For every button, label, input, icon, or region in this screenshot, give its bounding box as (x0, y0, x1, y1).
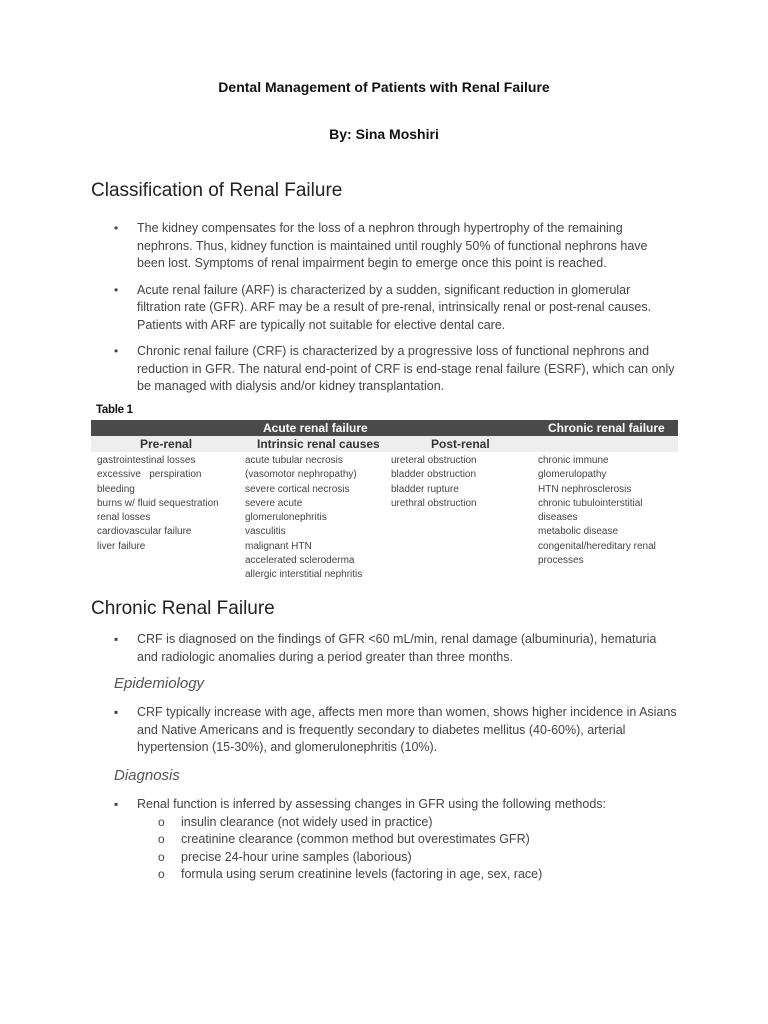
table-cell: cardiovascular failure (97, 526, 192, 538)
table-cell: (vasomotor nephropathy) (245, 469, 357, 481)
list-item: ▪ CRF typically increase with age, affects men more than women, shows higher incidence in Asians and Native Americans and is frequently secondary to diabetes mellitus (40-60%), arterial hypertension (15-30%), and glomerulonephritis (10%). (114, 705, 677, 754)
epidemiology-bullet-list (0, 704, 768, 757)
table-cell: metabolic disease (538, 526, 619, 538)
list-item: • Chronic renal failure (CRF) is characterized by a progressive loss of functional nephrons and reduction in GFR. The natural end-point of CRF is end-stage renal failure (ESRF), which can only be managed with dialysis and/or kidney transplantation. (114, 344, 675, 393)
list-item: o formula using serum creatinine levels (factoring in age, sex, race) (181, 866, 677, 884)
header-intrinsic: Intrinsic renal causes (257, 437, 380, 451)
table-cell: renal losses (97, 512, 151, 524)
bullet-icon: • (114, 221, 119, 235)
list-item: • The kidney compensates for the loss of a nephron through hypertrophy of the remaining nephrons. Thus, kidney function is maintained until roughly 50% of functional nephrons have been lost. Symptoms of renal impairment begin to emerge once this point is reached. (114, 221, 648, 270)
table-cell: congenital/hereditary renal (538, 540, 656, 552)
table-cell: chronic immune (538, 455, 609, 466)
header-acute-renal-failure: Acute renal failure (263, 421, 368, 435)
methods-list (158, 814, 677, 884)
table-cell: liver failure (97, 540, 146, 552)
renal-failure-table (91, 420, 678, 582)
table-group-header-row (91, 420, 678, 436)
subheading-diagnosis: Diagnosis (114, 767, 180, 784)
table-cell: processes (538, 555, 584, 567)
circle-bullet-icon: o (158, 832, 165, 846)
table-cell: ureteral obstruction (391, 455, 477, 466)
bullet-icon: ▪ (114, 632, 119, 646)
table-cell: bleeding (97, 483, 135, 495)
column-pre-renal (97, 454, 219, 554)
table-sub-header-row (91, 436, 678, 452)
table-cell: malignant HTN (245, 540, 312, 552)
table-cell: severe acute (245, 497, 303, 509)
bullet-icon: • (114, 282, 119, 297)
bullet-icon: ▪ (114, 797, 119, 811)
column-post-renal (391, 454, 477, 511)
table-cell: diseases (538, 512, 578, 524)
list-item: ▪ CRF is diagnosed on the findings of GFR <60 mL/min, renal damage (albuminuria), hematuria and radiologic anomalies during a period greater than three months. (114, 632, 657, 664)
table-cell: gastrointestinal losses (97, 455, 196, 466)
table-cell: glomerulonephritis (245, 512, 327, 524)
table-cell: acute tubular necrosis (245, 455, 343, 466)
table-cell: allergic interstitial nephritis (245, 569, 363, 581)
column-intrinsic (245, 454, 362, 583)
table-cell: vasculitis (245, 526, 286, 538)
table-label: Table 1 (96, 404, 133, 416)
table-cell: glomerulopathy (538, 469, 607, 481)
diagnosis-methods (137, 814, 677, 884)
section-heading-chronic: Chronic Renal Failure (91, 598, 275, 619)
classification-bullet-list (0, 220, 768, 405)
document-author: By: Sina Moshiri (329, 126, 439, 142)
list-item: o precise 24-hour urine samples (laborious) (181, 849, 677, 867)
subheading-epidemiology: Epidemiology (114, 675, 205, 692)
header-post-renal: Post-renal (431, 437, 490, 451)
table-cell: bladder rupture (391, 483, 459, 495)
document-title: Dental Management of Patients with Renal Failure (218, 79, 550, 95)
table-cell: burns w/ fluid sequestration (97, 497, 219, 509)
list-item: o insulin clearance (not widely used in practice) (181, 814, 677, 832)
diagnosis-bullet-list (0, 796, 768, 884)
header-pre-renal: Pre-renal (140, 437, 193, 451)
table-cell: chronic tubulointerstitial (538, 497, 643, 509)
list-item: • Acute renal failure (ARF) is characterized by a sudden, significant reduction in glomerular filtration rate (GFR). ARF may be a result of pre-renal, intrinsically renal or post-renal causes. Patients with ARF are typically not suitable for elective dental care. (114, 282, 652, 332)
header-chronic-renal-failure: Chronic renal failure (548, 421, 665, 435)
circle-bullet-icon: o (158, 867, 165, 881)
table-cell: HTN nephrosclerosis (538, 483, 632, 495)
list-item: o creatinine clearance (common method but overestimates GFR) (181, 831, 677, 849)
circle-bullet-icon: o (158, 849, 165, 864)
chronic-bullet-list (0, 631, 768, 666)
circle-bullet-icon: o (158, 814, 165, 829)
section-heading-classification: Classification of Renal Failure (91, 180, 343, 201)
table-cell: urethral obstruction (391, 497, 477, 509)
column-chronic (538, 454, 656, 568)
table-cell: accelerated scleroderma (245, 555, 355, 567)
table-cell: bladder obstruction (391, 469, 477, 481)
table-body (91, 452, 678, 582)
table-cell: excessive perspiration (97, 469, 202, 481)
table-cell: severe cortical necrosis (245, 483, 350, 495)
list-item: ▪ Renal function is inferred by assessing changes in GFR using the following methods: o insulin clearance (not widely used in practice) o creatinine clearance (common method but overestimates GFR) o precise 24-hour urine samples (laborious) o formula using serum creatinine levels (factoring in age, sex, race) (0, 796, 677, 884)
bullet-icon: ▪ (114, 705, 119, 719)
bullet-icon: • (114, 344, 119, 358)
